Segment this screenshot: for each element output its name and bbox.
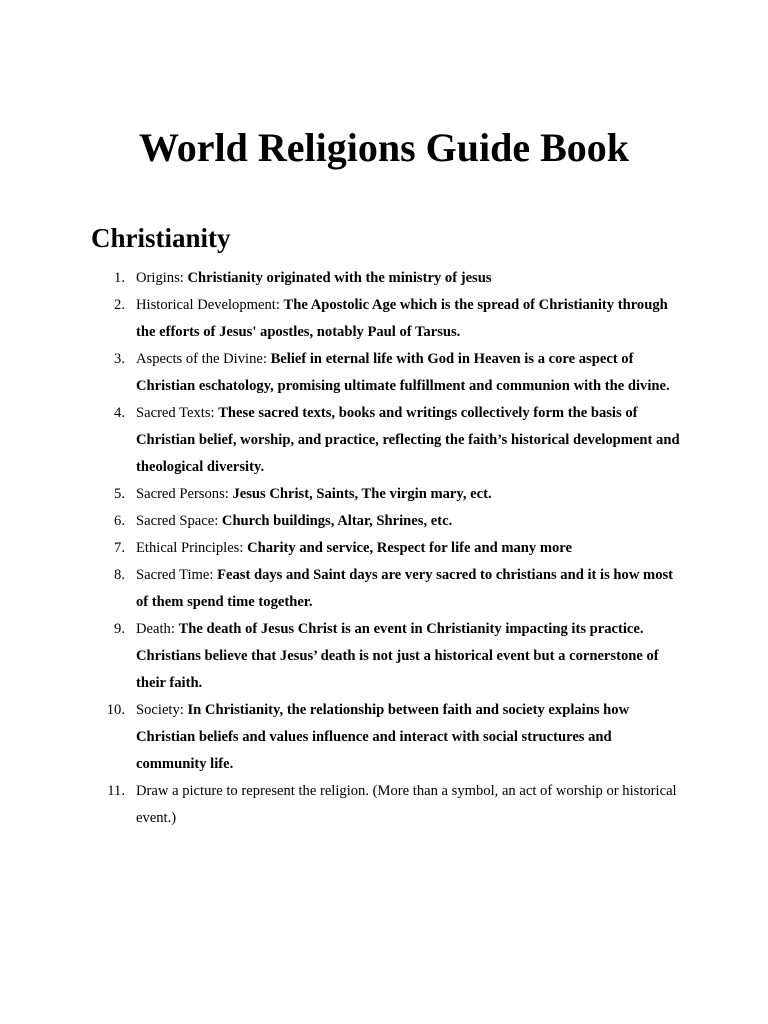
list-item <box>0 265 681 292</box>
item-label: Sacred Space: <box>136 513 222 529</box>
item-label: Death: <box>136 621 179 637</box>
list-item <box>0 292 681 346</box>
item-text: In Christianity, the relationship between faith and society explains how Christian beliefs and values influence and interact with social structures and community life. <box>136 702 630 772</box>
item-label: Draw a picture to represent the religion. (More than a symbol, an act of worship or historical event.) <box>136 783 677 826</box>
item-number: 4. <box>114 405 125 421</box>
item-number: 1. <box>114 270 125 286</box>
document-title: World Religions Guide Book <box>138 125 630 170</box>
item-number: 3. <box>114 351 125 367</box>
list-item <box>0 346 681 400</box>
item-text: Church buildings, Altar, Shrines, etc. <box>221 513 453 529</box>
item-label: Sacred Texts: <box>136 405 219 421</box>
item-number: 5. <box>114 486 125 502</box>
list-item <box>0 697 681 778</box>
item-label: Sacred Time: <box>136 567 218 583</box>
item-number: 9. <box>114 621 125 637</box>
item-label: Sacred Persons: <box>136 486 233 502</box>
item-text: Christianity originated with the ministry of jesus <box>187 270 492 286</box>
item-label: Aspects of the Divine: <box>136 351 271 367</box>
item-number: 11. <box>107 783 125 799</box>
list-item <box>0 778 681 832</box>
item-text: These sacred texts, books and writings collectively form the basis of Christian belief, worship, and practice, reflecting the faith’s historical development and theological diversity. <box>136 405 680 475</box>
item-label: Ethical Principles: <box>136 540 248 556</box>
list-item <box>0 535 681 562</box>
item-number: 10. <box>106 702 125 718</box>
item-text: The Apostolic Age which is the spread of Christianity through the efforts of Jesus' apostles, notably Paul of Tarsus. <box>136 297 668 340</box>
item-text: Belief in eternal life with God in Heaven is a core aspect of Christian eschatology, promising ultimate fulfillment and communion with the divine. <box>136 351 670 394</box>
list-item <box>0 616 681 697</box>
list-item <box>0 400 681 481</box>
list-item <box>0 508 681 535</box>
list-item <box>0 481 681 508</box>
item-label: Society: <box>136 702 188 718</box>
item-label: Historical Development: <box>136 297 284 313</box>
item-number: 6. <box>114 513 125 529</box>
item-text: Charity and service, Respect for life and many more <box>247 540 572 556</box>
item-number: 8. <box>114 567 125 583</box>
numbered-list <box>0 265 768 832</box>
item-number: 2. <box>114 297 125 313</box>
section-heading: Christianity <box>91 223 231 253</box>
item-number: 7. <box>114 540 125 556</box>
item-text: Feast days and Saint days are very sacred to christians and it is how most of them spend time together. <box>136 567 674 610</box>
item-text: Jesus Christ, Saints, The virgin mary, ect. <box>232 486 492 502</box>
item-label: Origins: <box>136 270 188 286</box>
list-item <box>0 562 681 616</box>
item-text: The death of Jesus Christ is an event in Christianity impacting its practice. Christians believe that Jesus’ death is not just a historical event but a cornerstone of their faith. <box>136 621 659 691</box>
